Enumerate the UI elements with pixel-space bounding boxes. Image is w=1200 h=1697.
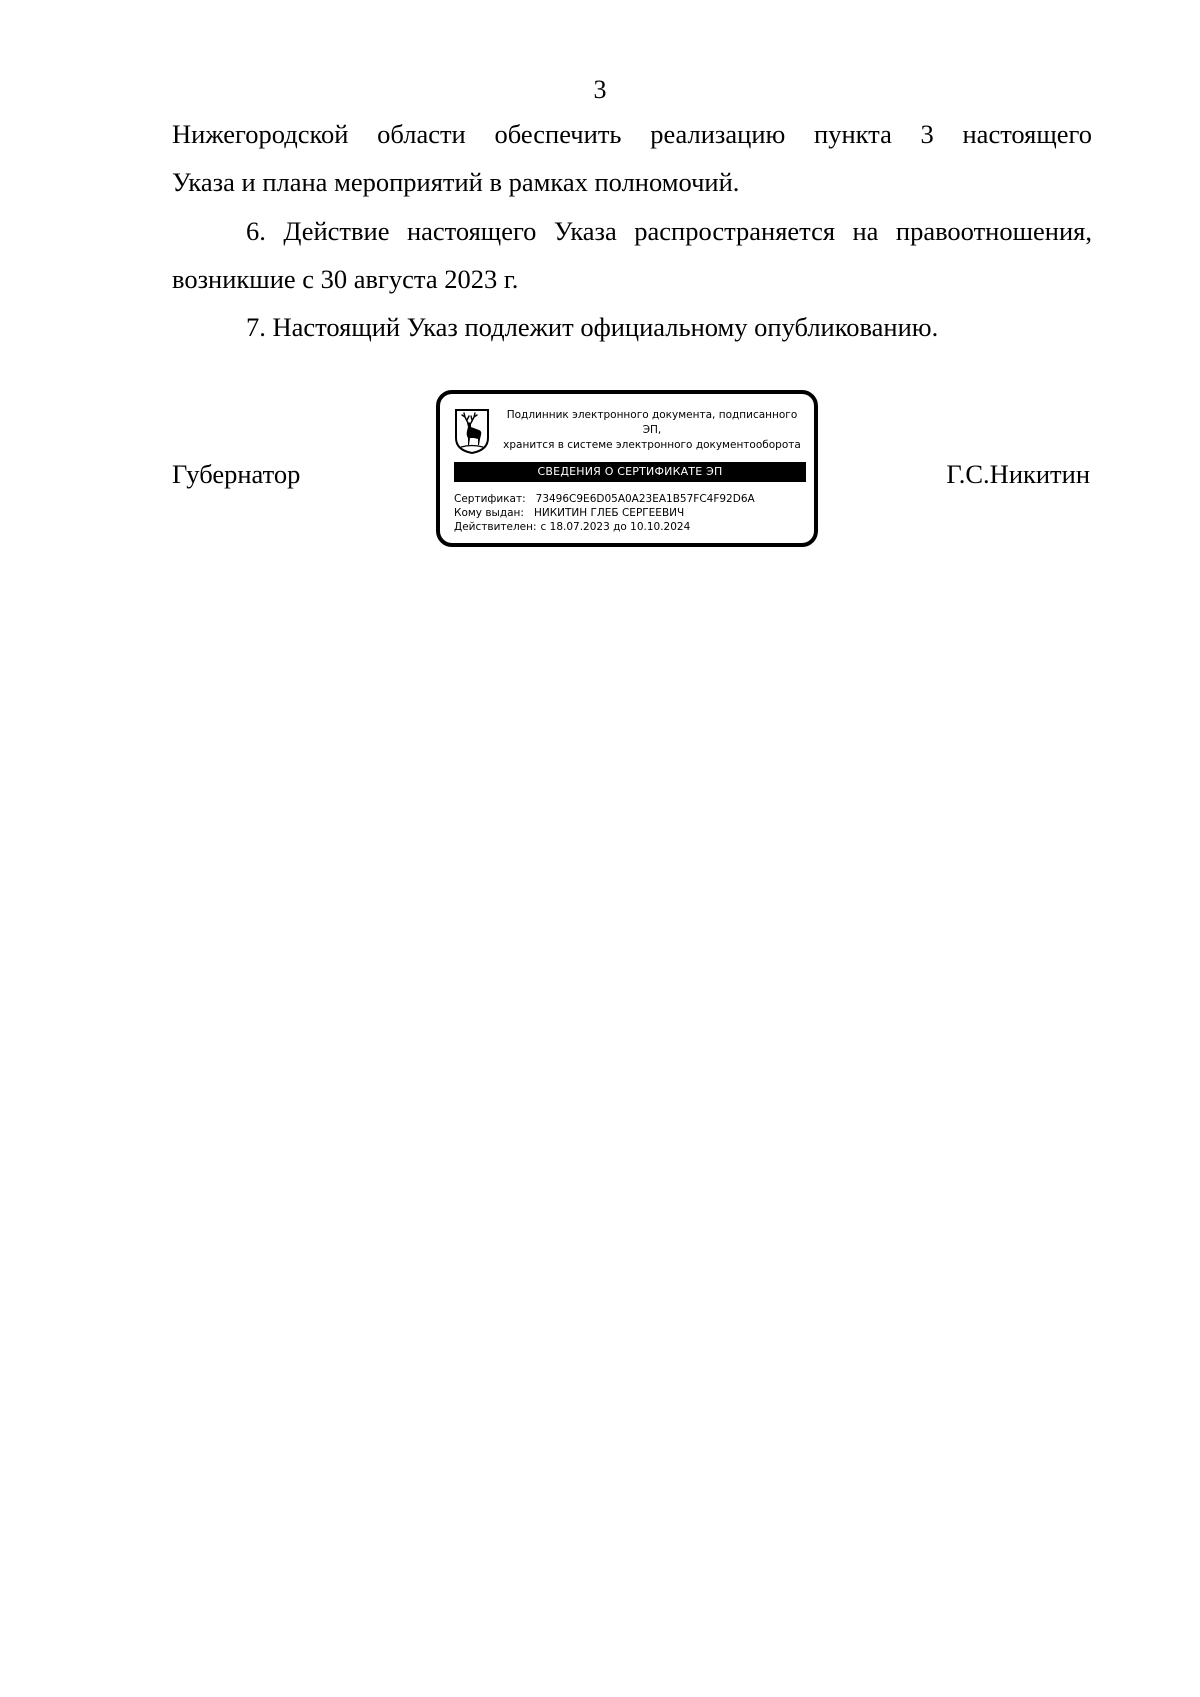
certificate-details bbox=[454, 492, 806, 534]
paragraph-line-5: 7. Настоящий Указ подлежит официальному опубликованию. bbox=[246, 312, 939, 342]
paragraph-line-4: возникшие с 30 августа 2023 г. bbox=[172, 264, 519, 294]
word: области bbox=[377, 119, 466, 149]
stamp-header bbox=[496, 408, 808, 453]
word: пункта bbox=[814, 119, 892, 149]
word: Действие bbox=[283, 216, 390, 246]
validity-row bbox=[454, 520, 806, 534]
certificate-label: Сертификат: bbox=[454, 493, 526, 505]
certificate-value: 73496C9E6D05A0A23EA1B57FC4F92D6A bbox=[535, 493, 755, 505]
certificate-row bbox=[454, 492, 806, 506]
signatory-name: Г.С.Никитин bbox=[946, 459, 1090, 489]
validity-label: Действителен: bbox=[454, 521, 537, 533]
electronic-signature-stamp bbox=[436, 390, 818, 547]
paragraph-line-1 bbox=[172, 110, 1092, 158]
stamp-header-line-2: хранится в системе электронного документооборота bbox=[503, 439, 801, 451]
word: обеспечить bbox=[494, 119, 622, 149]
issued-to-row bbox=[454, 506, 806, 520]
word: реализацию bbox=[650, 119, 786, 149]
stamp-header-line-1: Подлинник электронного документа, подписанного ЭП, bbox=[506, 409, 798, 436]
page-number: 3 bbox=[593, 75, 607, 104]
issued-to-label: Кому выдан: bbox=[454, 507, 524, 519]
certificate-info-bar: СВЕДЕНИЯ О СЕРТИФИКАТЕ ЭП bbox=[454, 462, 806, 482]
paragraph-line-3 bbox=[172, 207, 1092, 255]
signatory-position: Губернатор bbox=[172, 459, 301, 489]
word: правоотношения, bbox=[895, 216, 1092, 246]
word: 3 bbox=[920, 119, 934, 149]
validity-value: с 18.07.2023 до 10.10.2024 bbox=[540, 521, 691, 533]
word: Нижегородской bbox=[172, 119, 349, 149]
word: на bbox=[852, 216, 879, 246]
issued-to-value: НИКИТИН ГЛЕБ СЕРГЕЕВИЧ bbox=[533, 507, 685, 519]
word: распространяется bbox=[634, 216, 836, 246]
word: Указа bbox=[553, 216, 617, 246]
word: настоящего bbox=[962, 119, 1092, 149]
nizhny-novgorod-deer-emblem-icon bbox=[454, 408, 490, 454]
word: настоящего bbox=[406, 216, 537, 246]
word: 6. bbox=[246, 216, 266, 246]
paragraph-line-2: Указа и плана мероприятий в рамках полномочий. bbox=[172, 167, 740, 197]
